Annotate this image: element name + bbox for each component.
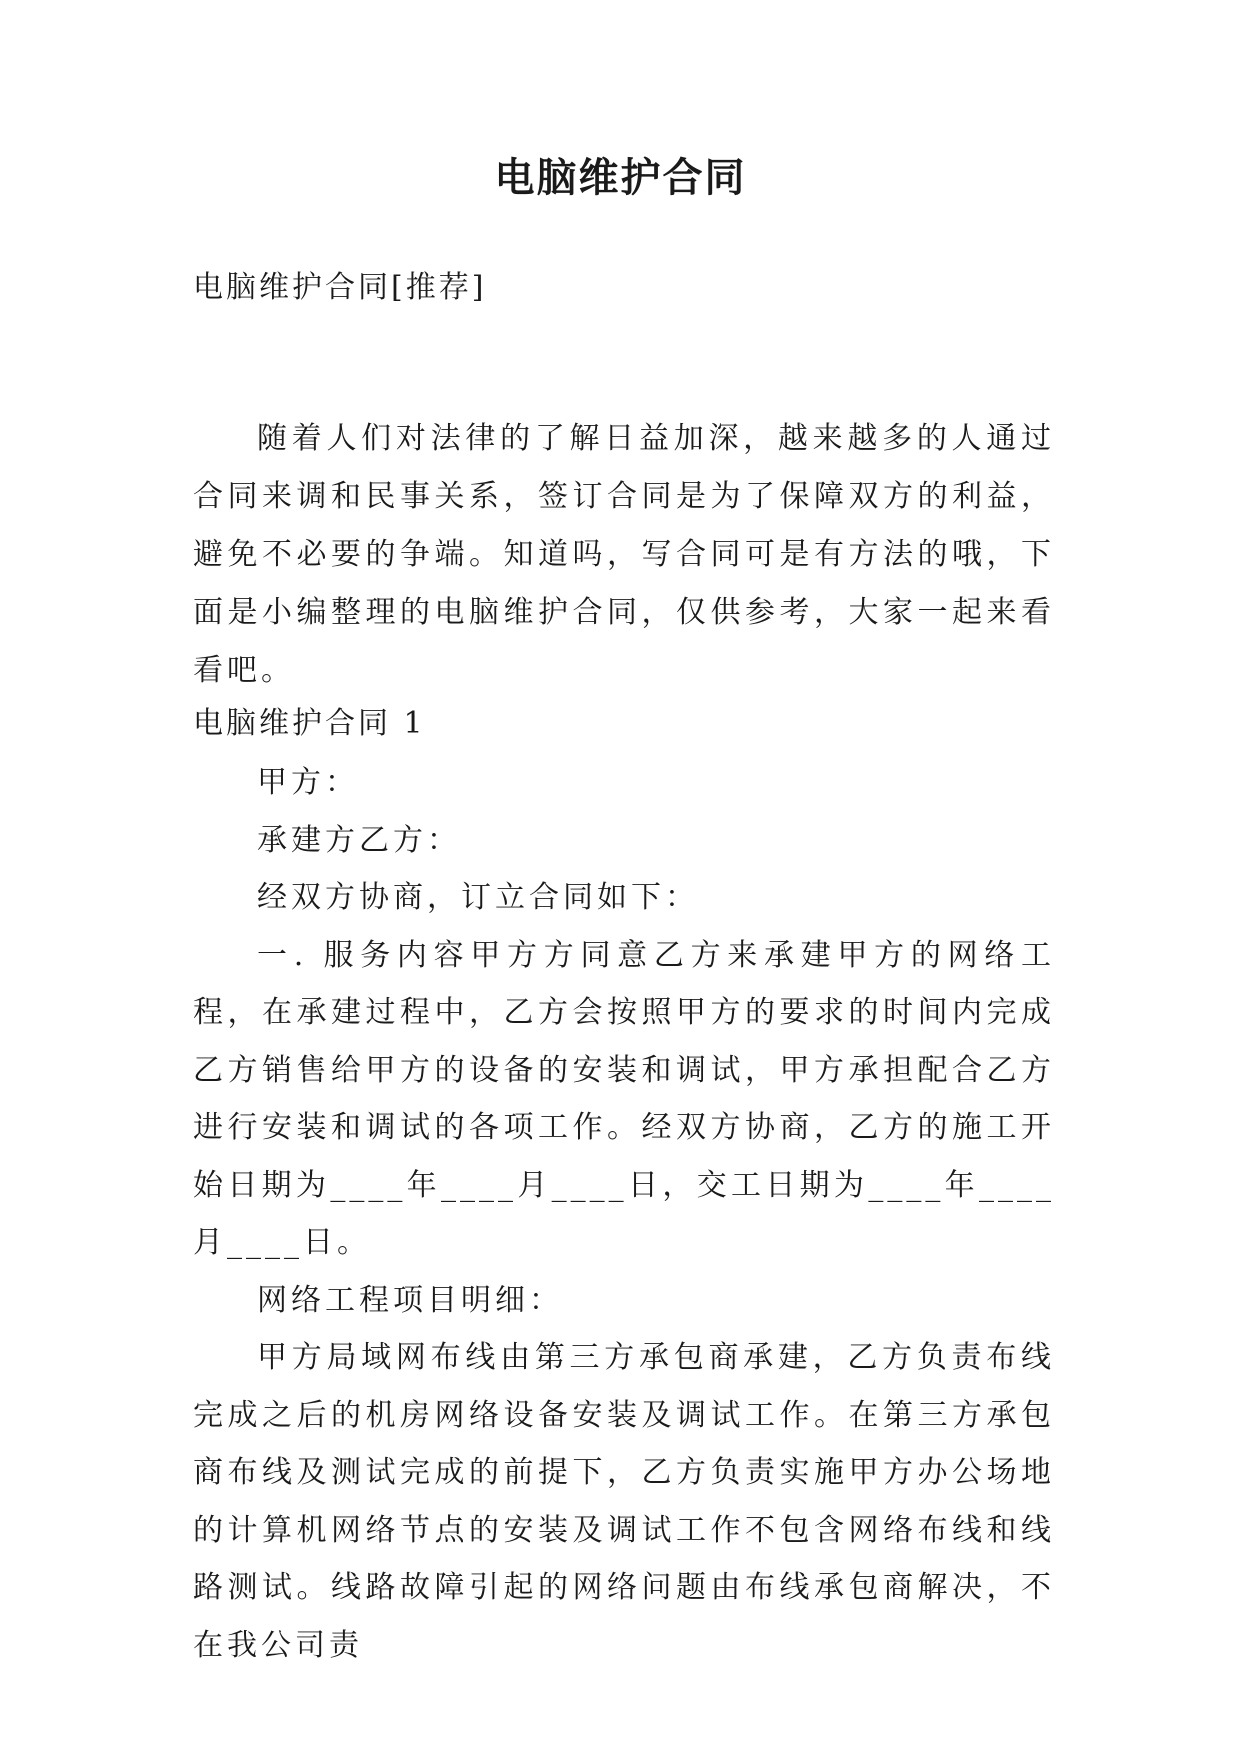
intro-paragraph: 随着人们对法律的了解日益加深，越来越多的人通过合同来调和民事关系，签订合同是为了保障双方的利益，避免不必要的争端。知道吗，写合同可是有方法的哦，下面是小编整理的电脑维护合同，仅供参考，大家一起来看看吧。 [193,421,1055,688]
party-a-line: 甲方： [257,765,359,800]
document-subtitle: 电脑维护合同[推荐] [193,270,487,305]
intro-block [193,410,1055,700]
contract-content [193,754,1055,1674]
party-b-line: 承建方乙方： [257,822,461,858]
service-content-paragraph: 一. 服务内容甲方方同意乙方来承建甲方的网络工程，在承建过程中，乙方会按照甲方的要求的时间内完成乙方销售给甲方的设备的安装和调试，甲方承担配合乙方进行安装和调试的各项工作。经双方协商，乙方的施工开始日期为____年____月____日，交工日期为____年____月____日。 [193,937,1055,1260]
project-details-heading: 网络工程项目明细： [257,1282,563,1318]
section-heading: 电脑维护合同 1 [193,706,426,741]
project-details-paragraph: 甲方局域网布线由第三方承包商承建，乙方负责布线完成之后的机房网络设备安装及调试工作。在第三方承包商布线及测试完成的前提下，乙方负责实施甲方办公场地的计算机网络节点的安装及调试工作不包含网络布线和线路测试。线路故障引起的网络问题由布线承包商解决，不在我公司责 [193,1340,1055,1663]
document-title: 电脑维护合同 [494,154,747,201]
agreement-line: 经双方协商，订立合同如下： [257,880,699,915]
